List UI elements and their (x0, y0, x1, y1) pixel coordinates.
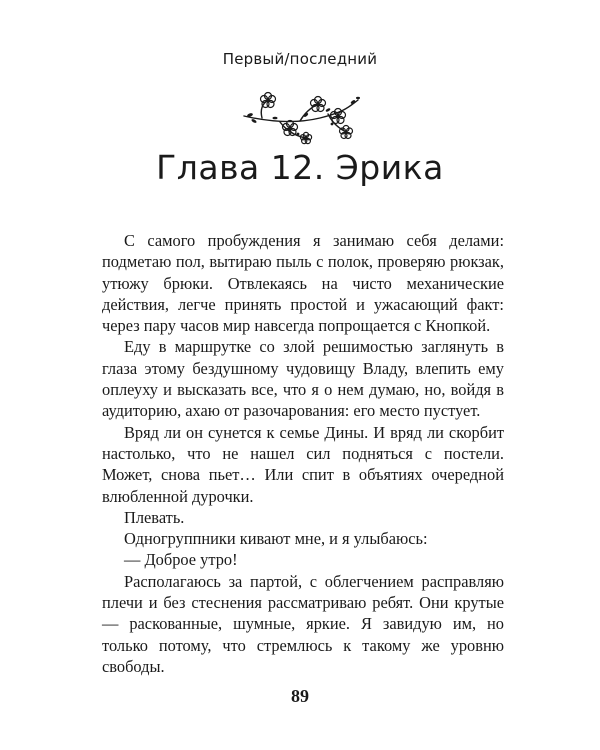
paragraph: С самого пробуждения я занимаю себя делами: подметаю пол, вытираю пыль с полок, проверяю рюкзак, утюжу брюки. Отвлекаясь на чисто механические действия, легче принять простой и ужасающий факт: через пару часов мир навсегда попрощается с Кнопкой. (102, 231, 504, 336)
page-number: 89 (291, 686, 309, 706)
chapter-body (102, 230, 504, 677)
paragraph: Еду в маршрутке со злой решимостью заглянуть в глаза этому бездушному чудовищу Владу, влепить ему оплеуху и высказать все, что я о нем думаю, но, войдя в аудиторию, ахаю от разочарования: его место пустует. (102, 337, 504, 421)
running-header: Первый/последний (222, 50, 378, 68)
dialogue-line: — Доброе утро! (124, 550, 238, 570)
paragraph: Располагаюсь за партой, с облегчением расправляю плечи и без стеснения рассматриваю ребят. Они крутые — раскованные, шумные, яркие. Я завидую им, но только потому, что стремлюсь к такому же уровню свободы. (102, 571, 504, 676)
paragraph: Одногруппники кивают мне, и я улыбаюсь: (124, 529, 428, 549)
paragraph: Вряд ли он сунется к семье Дины. И вряд ли скорбит настолько, что не нашел сил подняться с постели. Может, снова пьет… Или спит в объятиях очередной влюбленной дурочки. (102, 422, 504, 506)
paragraph: Плевать. (124, 507, 185, 527)
cherry-blossom-branch-icon (240, 88, 362, 146)
chapter-title: Глава 12. Эрика (156, 148, 444, 187)
